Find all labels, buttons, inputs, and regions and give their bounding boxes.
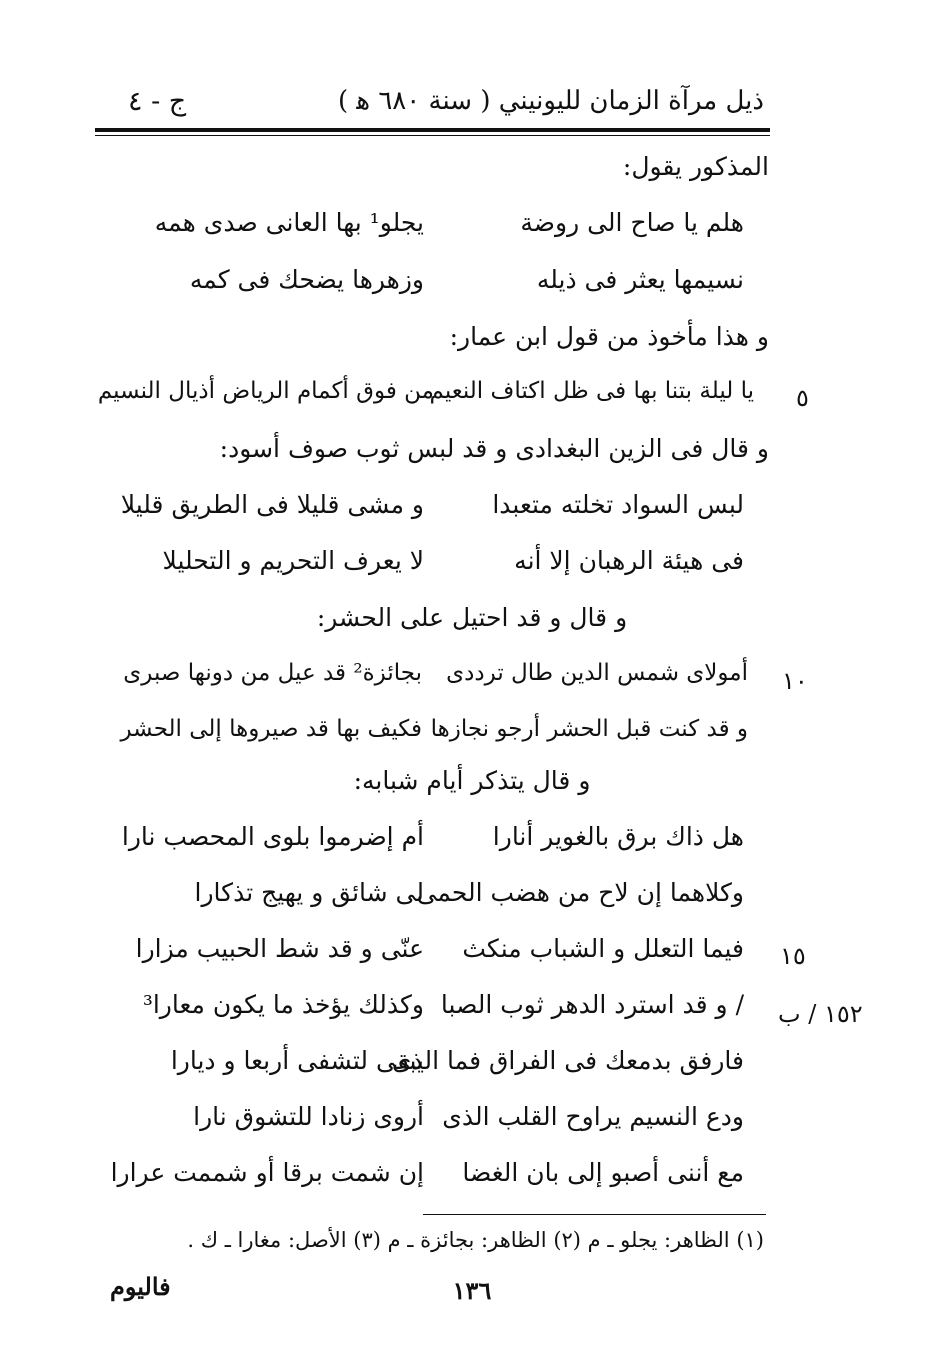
verse-hemistich-first: أمولاى شمس الدين طال ترددى [446,660,748,686]
verse-hemistich-second: يجلو¹ بها العانى صدى همه [154,208,424,237]
verse-hemistich-second: و مشى قليلا فى الطريق قليلا [120,490,424,519]
catchword: فاليوم [110,1272,171,1301]
verse-hemistich-first: يا ليلة بتنا بها فى ظل اكتاف النعيم [429,378,754,404]
verse-hemistich-first: ودع النسيم يراوح القلب الذى [442,1102,744,1131]
verse-hemistich-second: لا يعرف التحريم و التحليلا [162,546,424,575]
prose-line: و قال فى الزين البغدادى و قد لبس ثوب صوف أسود: [219,434,769,463]
verse-hemistich-second: بجائزة² قد عيل من دونها صبرى [123,660,422,686]
manuscript-folio-marker: ١٥٢ / ب [778,1000,863,1028]
verse-hemistich-second: أم إضرموا بلوى المحصب نارا [121,822,424,851]
verse-hemistich-first: هلم يا صاح الى روضة [520,208,744,237]
verse-hemistich-second: وكذلك يؤخذ ما يكون معارا³ [142,990,424,1019]
footnote: (١) الظاهر: يجلو ـ م (٢) الظاهر: بجائزة ـ م (٣) الأصل: مغارا ـ ك . [187,1228,764,1252]
verse-hemistich-first: فارفق بدمعك فى الفراق فما الذى [391,1046,744,1075]
prose-line: و قال يتذكر أيام شبابه: [353,766,591,795]
verse-hemistich-first: هل ذاك برق بالغوير أنارا [492,822,744,851]
prose-line: و هذا مأخوذ من قول ابن عمار: [449,322,769,351]
verse-hemistich-second: إن شمت برقا أو شممت عرارا [110,1158,424,1187]
page-number: ١٣٦ [452,1276,492,1305]
verse-hemistich-first: مع أننى أصبو إلى بان الغضا [462,1158,744,1187]
verse-hemistich-first: فيما التعلل و الشباب منكث [462,934,744,963]
verse-hemistich-second: لى شائق و يهيج تذكارا [194,878,424,907]
verse-hemistich-second: من فوق أكمام الرياض أذيال النسيم [97,378,434,404]
line-number: ١٥ [780,942,806,970]
prose-line: و قال و قد احتيل على الحشر: [316,603,628,632]
verse-hemistich-second: وزهرها يضحك فى كمه [189,265,424,294]
verse-hemistich-first: وكلاهما إن لاح من هضب الحمى [416,878,744,907]
header-rule-thick [95,128,770,132]
verse-hemistich-first: / و قد استرد الدهر ثوب الصبا [440,990,744,1019]
verse-hemistich-first: نسيمها يعثر فى ذيله [536,265,744,294]
verse-hemistich-first: لبس السواد تخلته متعبدا [492,490,744,519]
verse-hemistich-first: و قد كنت قبل الحشر أرجو نجازها [430,716,748,742]
verse-hemistich-second: أروى زنادا للتشوق نارا [193,1102,424,1131]
running-title: ذيل مرآة الزمان لليونيني ( سنة ٦٨٠ ﻫ ) [337,86,764,116]
header-rule-thin [95,135,770,136]
prose-line: المذكور يقول: [622,152,769,181]
verse-hemistich-first: فى هيئة الرهبان إلا أنه [514,546,744,575]
verse-hemistich-second: فكيف بها قد صيروها إلى الحشر [120,716,422,742]
verse-hemistich-second: عنّى و قد شط الحبيب مزارا [135,934,424,963]
volume-label: ج - ٤ [128,86,187,117]
footnote-rule [423,1214,766,1215]
verse-hemistich-second: يبقى لتشفى أربعا و ديارا [170,1046,424,1075]
line-number: ١٠ [782,667,808,695]
line-number: ٥ [796,384,809,412]
